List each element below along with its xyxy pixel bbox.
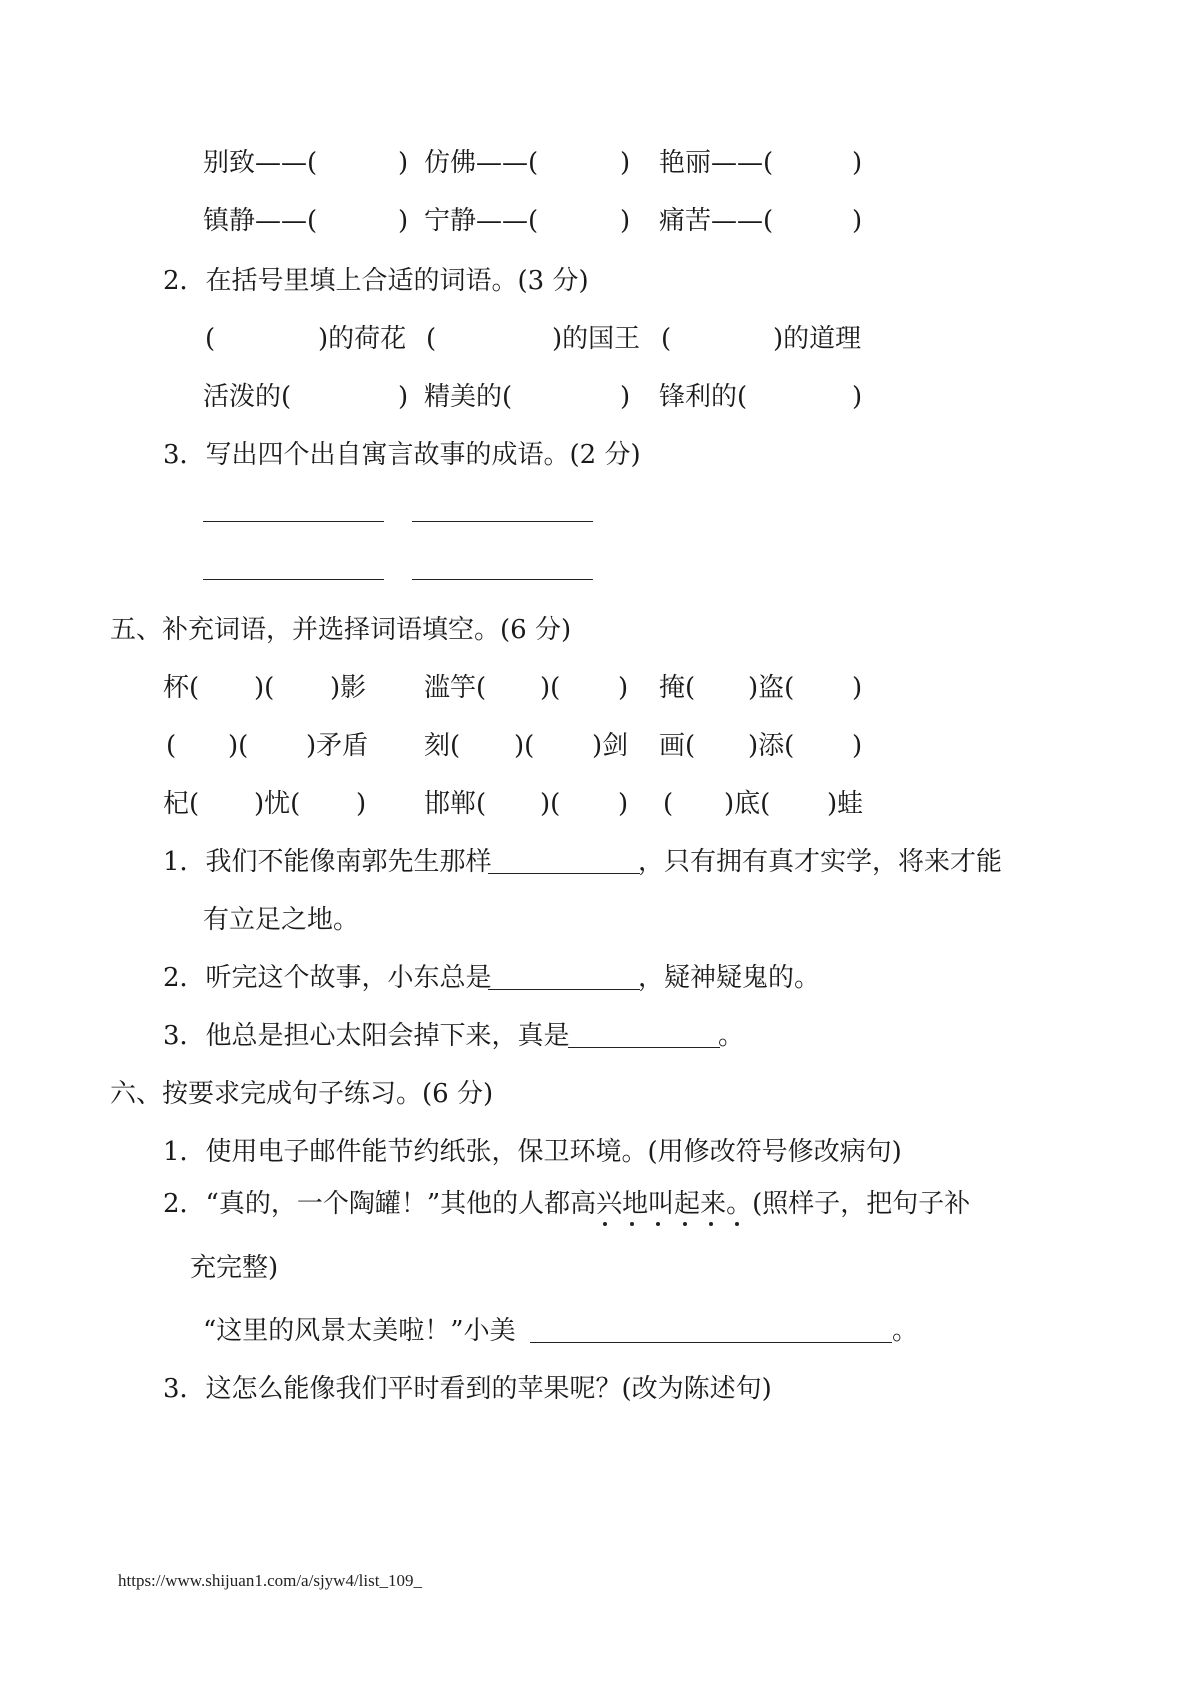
answer-line[interactable] <box>412 579 593 580</box>
pair-tongku: 痛苦——( <box>659 206 774 236</box>
pair-ningjing: 宁静——( <box>424 206 539 236</box>
footer-url: https://www.shijuan1.com/a/sjyw4/list_109_ <box>118 1571 422 1590</box>
emphasis-dot <box>656 1222 660 1226</box>
answer-line[interactable] <box>203 579 384 580</box>
paren-open: ( <box>205 324 216 354</box>
pair-zhenjing: 镇静——( <box>203 206 318 236</box>
answer-line[interactable] <box>488 989 640 990</box>
paren-close: ) <box>620 206 631 236</box>
idiom-cell: ) <box>618 789 629 819</box>
answer-line[interactable] <box>530 1342 892 1343</box>
pair-bizhi: 别致——( <box>203 148 318 178</box>
emphasis-dot <box>709 1222 713 1226</box>
fill-daoli: )的道理 <box>773 324 862 354</box>
idiom-cell: )剑 <box>592 731 629 761</box>
paren-close: ) <box>398 382 409 412</box>
idiom-cell: )底( <box>724 789 771 819</box>
fill-hehua: )的荷花 <box>318 324 407 354</box>
answer-line[interactable] <box>488 873 640 874</box>
section-title: 六、按要求完成句子练习。(6 分) <box>110 1079 494 1109</box>
sentence-q1: 1．我们不能像南郭先生那样 <box>163 847 492 877</box>
section-title: 五、补充词语，并选择词语填空。(6 分) <box>110 615 572 645</box>
answer-line[interactable] <box>203 521 384 522</box>
sentence-q3: 3．这怎么能像我们平时看到的苹果呢？(改为陈述句) <box>163 1374 772 1404</box>
paren-open: ( <box>426 324 437 354</box>
sentence-q2: 2．听完这个故事，小东总是 <box>163 963 492 993</box>
idiom-cell: )添( <box>748 731 795 761</box>
sentence-q2: 2．“真的，一个陶罐！”其他的人都高兴地叫起来。(照样子，把句子补 <box>163 1189 971 1219</box>
idiom-cell: ( <box>166 731 177 761</box>
answer-line[interactable] <box>568 1047 720 1048</box>
paren-close: ) <box>852 148 863 178</box>
fill-huopo: 活泼的( <box>203 382 292 412</box>
idiom-cell: ) <box>618 673 629 703</box>
sentence-q1: 1．使用电子邮件能节约纸张，保卫环境。(用修改符号修改病句) <box>163 1137 902 1167</box>
idiom-cell: )蛙 <box>827 789 864 819</box>
idiom-cell: ) <box>356 789 367 819</box>
paren-open: ( <box>661 324 672 354</box>
idiom-cell: 刻( <box>424 731 461 761</box>
idiom-cell: 画( <box>659 731 696 761</box>
idiom-cell: )矛盾 <box>306 731 369 761</box>
fill-fengli: 锋利的( <box>659 382 748 412</box>
sentence-example-tail: 。 <box>892 1316 919 1346</box>
sentence-q3: 3．他总是担心太阳会掉下来，真是 <box>163 1021 570 1051</box>
paren-close: ) <box>620 148 631 178</box>
idiom-cell: )( <box>514 731 535 761</box>
fill-guowang: )的国王 <box>552 324 641 354</box>
pair-yanli: 艳丽——( <box>659 148 774 178</box>
idiom-cell: 杯( <box>163 673 200 703</box>
idiom-cell: )( <box>254 673 275 703</box>
idiom-cell: )( <box>540 673 561 703</box>
idiom-cell: )影 <box>330 673 367 703</box>
paren-close: ) <box>620 382 631 412</box>
question-title: 3．写出四个出自寓言故事的成语。(2 分) <box>163 440 641 470</box>
idiom-cell: )忧( <box>254 789 301 819</box>
idiom-cell: ) <box>852 731 863 761</box>
emphasis-dot <box>603 1222 607 1226</box>
emphasis-dot <box>683 1222 687 1226</box>
idiom-cell: 邯郸( <box>424 789 487 819</box>
idiom-cell: ) <box>852 673 863 703</box>
sentence-q2-tail: ，疑神疑鬼的。 <box>638 963 821 993</box>
emphasis-dot <box>735 1222 739 1226</box>
sentence-example: “这里的风景太美啦！”小美 <box>203 1316 516 1346</box>
sentence-q1-tail: ，只有拥有真才实学，将来才能 <box>638 847 1003 877</box>
idiom-cell: 滥竽( <box>424 673 487 703</box>
paren-close: ) <box>852 382 863 412</box>
paren-close: ) <box>852 206 863 236</box>
paren-close: ) <box>398 206 409 236</box>
sentence-q3-tail: 。 <box>718 1021 745 1051</box>
question-title: 2．在括号里填上合适的词语。(3 分) <box>163 266 589 296</box>
idiom-cell: )盗( <box>748 673 795 703</box>
idiom-cell: 杞( <box>163 789 200 819</box>
idiom-cell: ( <box>663 789 674 819</box>
idiom-cell: )( <box>540 789 561 819</box>
idiom-cell: 掩( <box>659 673 696 703</box>
fill-jingmei: 精美的( <box>424 382 513 412</box>
pair-fangfu: 仿佛——( <box>424 148 539 178</box>
answer-line[interactable] <box>412 521 593 522</box>
idiom-cell: )( <box>228 731 249 761</box>
sentence-q1-cont: 有立足之地。 <box>203 905 360 935</box>
emphasis-dot <box>630 1222 634 1226</box>
sentence-q2-cont: 充完整) <box>190 1253 279 1283</box>
paren-close: ) <box>398 148 409 178</box>
